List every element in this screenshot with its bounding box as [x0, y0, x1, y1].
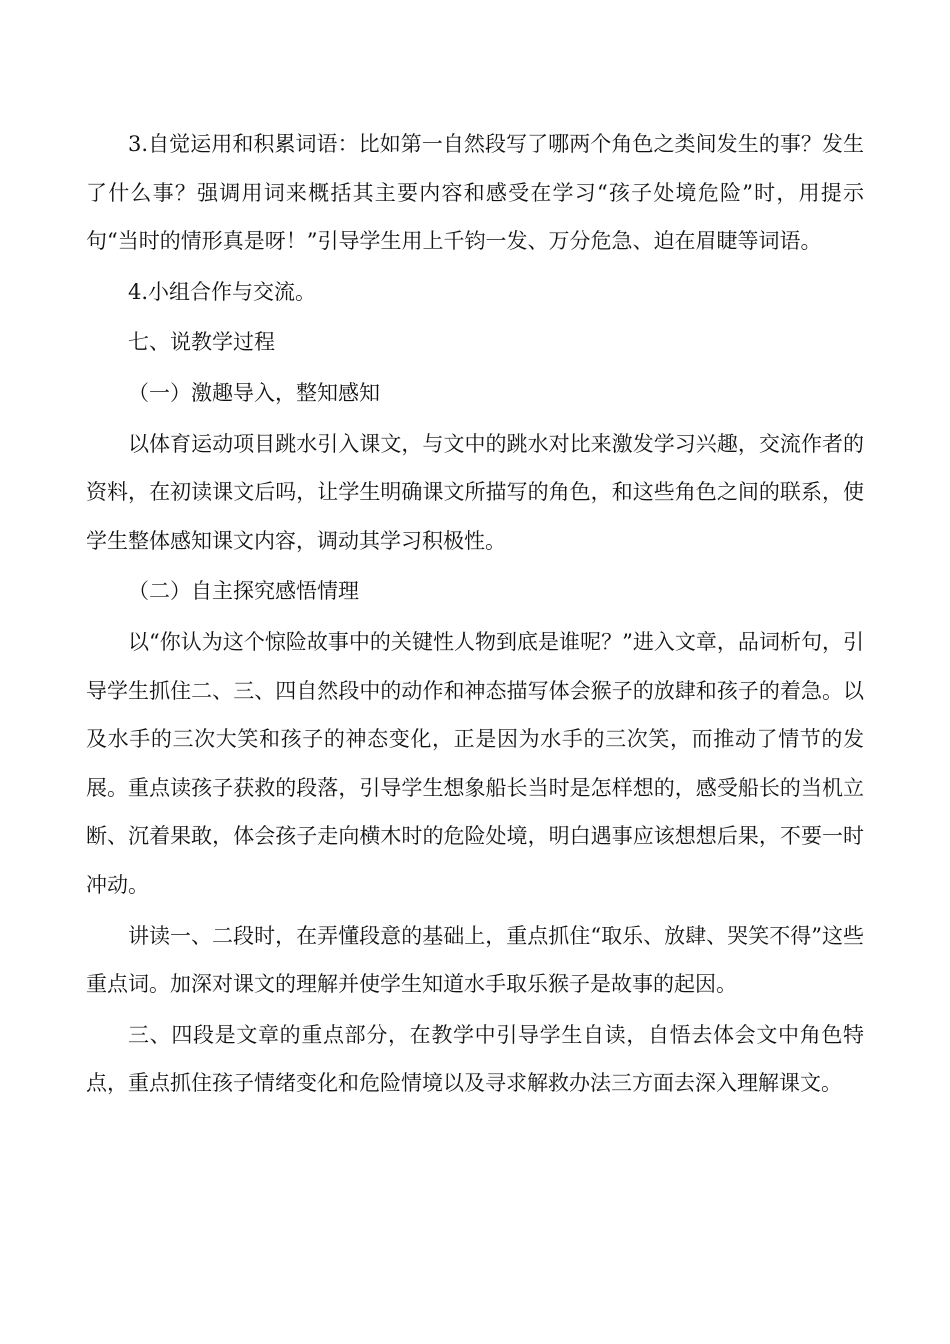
section-heading-teaching-process: 七、说教学过程 [128, 330, 275, 355]
document-page [86, 120, 864, 1110]
subsection-heading-introduction: （一）激趣导入，整知感知 [128, 380, 380, 405]
paragraph-sections-one-two: 讲读一、二段时，在弄懂段意的基础上，重点抓住“取乐、放肆、哭笑不得”这些重点词。加深对课文的理解并使学生知道水手取乐猴子是故事的起因。 [86, 923, 864, 997]
subsection-heading-exploration: （二）自主探究感悟情理 [128, 579, 359, 604]
paragraph-vocabulary-usage: 3.自觉运用和积累词语：比如第一自然段写了哪两个角色之类间发生的事？发生了什么事？强调用词来概括其主要内容和感受在学习“孩子处境危险”时，用提示句“当时的情形真是呀！”引导学生用上千钧一发、万分危急、迫在眉睫等词语。 [86, 132, 864, 254]
paragraph-group-cooperation: 4.小组合作与交流。 [128, 279, 317, 304]
paragraph-introduction: 以体育运动项目跳水引入课文，与文中的跳水对比来激发学习兴趣，交流作者的资料，在初读课文后吗，让学生明确课文所描写的角色，和这些角色之间的联系，使学生整体感知课文内容，调动其学习积极性。 [86, 431, 864, 553]
paragraph-sections-three-four: 三、四段是文章的重点部分，在教学中引导学生自读，自悟去体会文中角色特点，重点抓住孩子情绪变化和危险情境以及寻求解救办法三方面去深入理解课文。 [86, 1022, 864, 1096]
paragraph-exploration: 以“你认为这个惊险故事中的关键性人物到底是谁呢？”进入文章，品词析句，引导学生抓住二、三、四自然段中的动作和神态描写体会猴子的放肆和孩子的着急。以及水手的三次大笑和孩子的神态变化，正是因为水手的三次笑，而推动了情节的发展。重点读孩子获救的段落，引导学生想象船长当时是怎样想的，感受船长的当机立断、沉着果敢，体会孩子走向横木时的危险处境，明白遇事应该想想后果，不要一时冲动。 [86, 629, 864, 897]
